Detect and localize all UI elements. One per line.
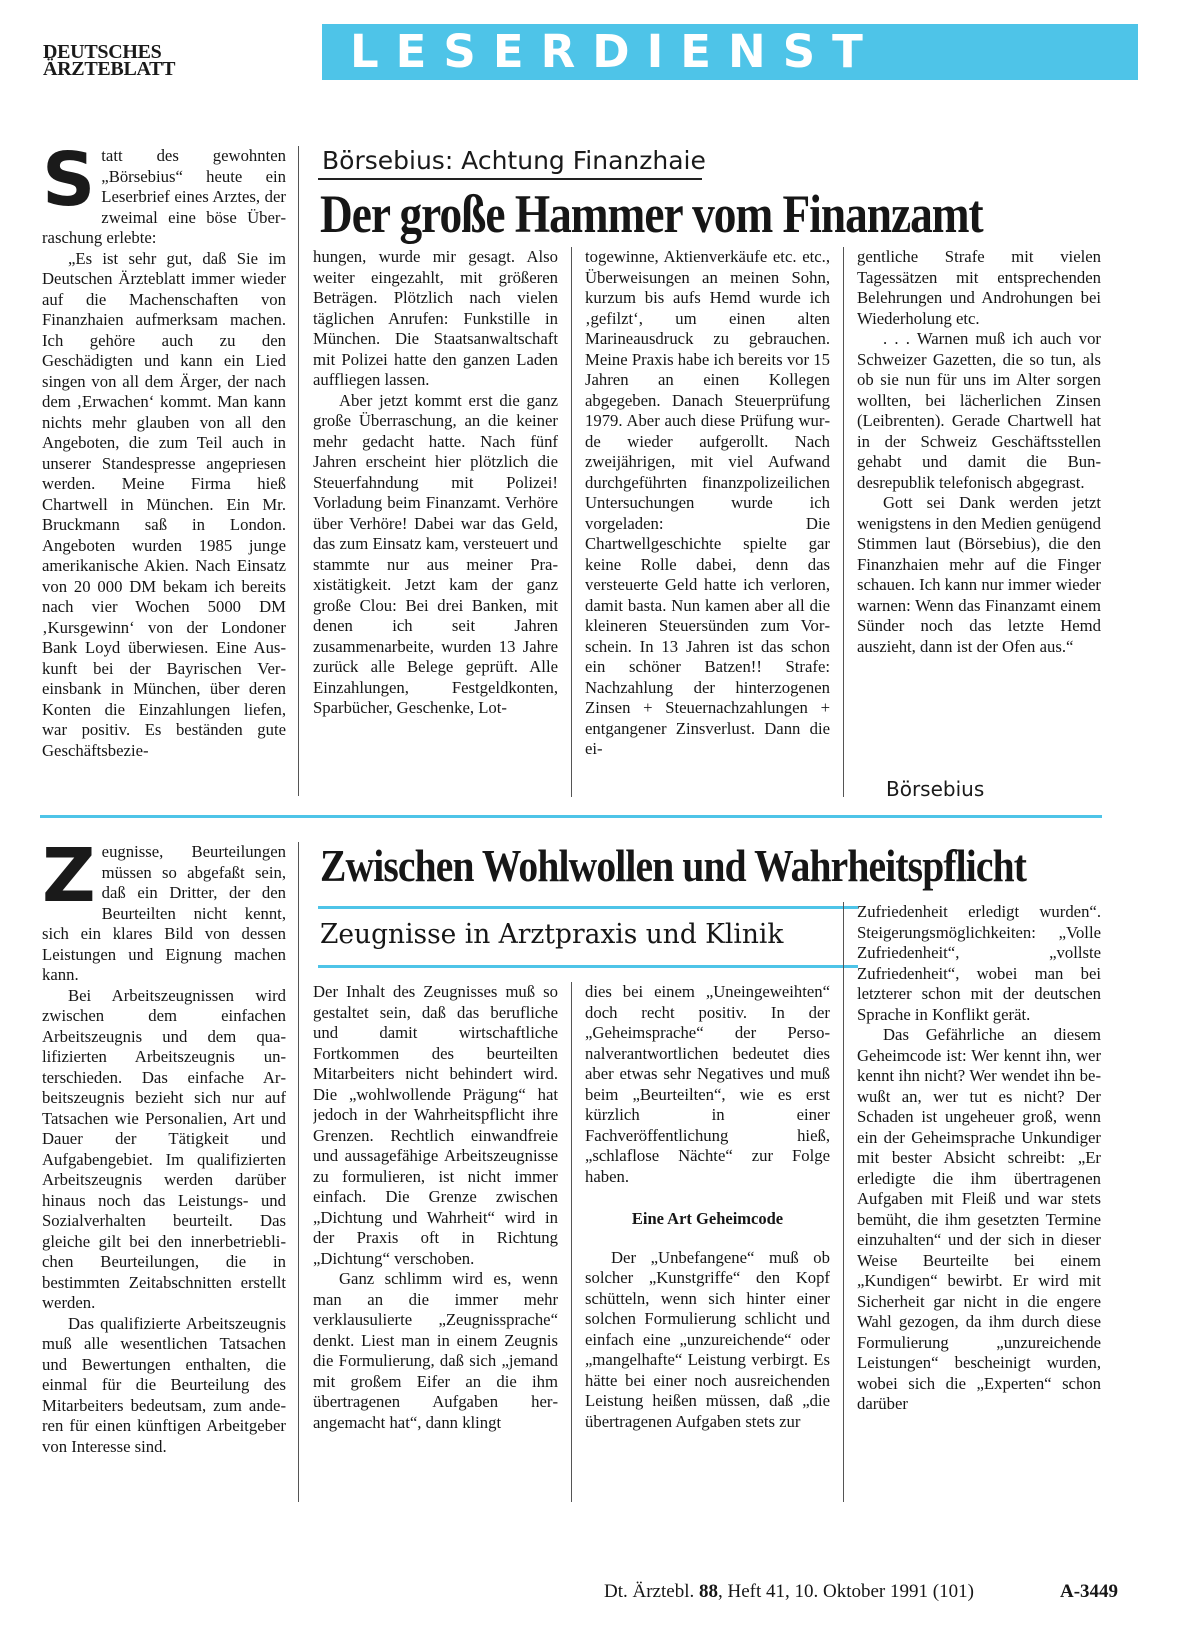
paragraph: Bei Arbeitszeugnissen wird zwischen dem einfachen Arbeitszeugnis und dem qualifizierten Arbeitszeugnis unterschieden. Das einfache Arbeitszeugnis bezieht sich nur auf Tatsachen wie Personalien, Art und Dauer der Tätigkeit und Aufgabengebiet. Im qualifizierten Arbeitszeugnis werden darüber hinaus noch das Leistungs- und Sozialverhalten beurteilt. Das gleiche gilt bei den innerbetrieblichen Beurteilungen, die in bestimmten Zeitabschnitten erstellt werden. <box>42 985 286 1312</box>
paragraph: Das qualifizierte Arbeitszeugnis muß alle wesentlichen Tatsachen und Bewertungen enthalten, die einmal für die Beurteilung des Mitarbeiters bedeutsam, zum anderen für einen künftigen Arbeitgeber von Interesse sind. <box>42 1313 286 1456</box>
article1-dropcap: S <box>42 146 96 223</box>
paragraph: hungen, wurde mir gesagt. Also weiter eingezahlt, mit größeren Beträgen. Plötzlich nach vielen täglichen Anrufen: Funkstille in München. Die Staatsanwaltschaft mit Polizei hatte den ganzen Laden auffliegen lassen. <box>313 247 558 389</box>
section-banner-label: LESERDIENST <box>350 25 880 78</box>
column-divider <box>298 146 299 796</box>
page-footer <box>604 1581 1119 1603</box>
article2-subhead: Zeugnisse in Arztpraxis und Klinik <box>320 919 784 950</box>
article2-column-2 <box>313 982 558 1502</box>
paragraph: Zufriedenheit erledigt wurden“. Steigerungsmöglichkeiten: „Volle Zufriedenheit“, „vollste Zufriedenheit“, wobei man bei letzterer schon mit der deutschen Sprache in Konflikt gerät. <box>857 902 1101 1024</box>
footer-volume: 88 <box>698 1581 718 1602</box>
paragraph: togewinne, Aktienverkäufe etc. etc., Überweisungen an meinen Sohn, kurzum bis aufs Hemd wurde ich ‚gefilzt‘, um einen alten Marineausdruck zu gebrauchen. Meine Praxis habe ich bereits vor 15 Jahren an einen Kollegen abgegeben. Danach Steuerprüfung 1979. Aber auch diese Prüfung wurde wieder aufgerollt. Nach zweijährigen, mit viel Aufwand durchgeführten finanzpolizeilichen Untersuchungen wurde ich vorgeladen: Die Chartwellgeschichte spielte gar keine Rolle dabei, denn das versteuerte Geld hatte ich verloren, damit basta. Nun kamen aber all die kleineren Steuersünden zum Vorschein. In 13 Jahren ist das schon ein schöner Batzen!! Strafe: Nachzahlung der hinterzogenen Zinsen + Steuernachzahlungen + entgangener Zinsverlust. Dann die ei- <box>585 247 830 758</box>
paragraph: „Es ist sehr gut, daß Sie im Deutschen Ärzteblatt immer wieder auf die Machenschaften von Finanzhaien aufmerksam machen. Ich gehöre auch zu den Geschädigten und kann ein Lied singen von all dem Ärger, der nach dem ‚Erwachen‘ kommt. Man kann nichts mehr glauben von all den Angeboten, die zum Teil auch in unserer Standespresse angepriesen werden. Meine Firma hieß Chartwell in München. Ein Mr. Bruckmann saß in London. Angeboten wurden 1985 junge amerikanische Akien. Nach Einsatz von 20 000 DM bekam ich bereits nach vier Wochen 5000 DM ‚Kursgewinn‘ von der Londoner Bank Loyd überwiesen. Eine Auskunft bei der Bayrischen Vereinsbank in München, über deren Konten die Einzahlungen liefen, war positiv. Es beständen gute Geschäftsbezie- <box>42 248 286 760</box>
article-separator <box>40 815 1102 818</box>
article1-headline: Der große Hammer vom Finanzamt <box>320 184 983 244</box>
paragraph: Ganz schlimm wird es, wenn man an die immer mehr verklausulierte „Zeugnissprache“ denkt. Liest man in einem Zeugnis die Formulierung, daß sich „jemand mit großem Eifer an die ihm übertragenen Aufgaben herangemacht hat“, dann klingt <box>313 1269 558 1432</box>
article2-interheading: Eine Art Geheimcode <box>631 1209 784 1228</box>
paragraph: eugnisse, Beurteilungen müssen so abgefaßt sein, daß ein Dritter, der den Beurteilten nicht kennt, sich ein klares Bild von dessen Leistungen und Eignung machen kann. <box>42 842 286 984</box>
footer-issue: , Heft 41, 10. Oktober 1991 (101) <box>717 1581 974 1602</box>
column-divider <box>843 247 844 797</box>
column-divider <box>298 842 299 1502</box>
article1-signature: Börsebius <box>886 777 985 801</box>
paragraph: Der „Unbefangene“ muß ob solcher „Kunstgriffe“ den Kopf schütteln, wenn sich hinter einer solchen Formulierung schlicht und einfach eine „unzureichende“ oder „mangelhafte“ Leistung verbirgt. Es hätte bei einer noch ausreichenden Leistung heißen müssen, daß „die übertragenen Aufgaben stets zur <box>585 1247 830 1431</box>
article1-column-1 <box>42 146 286 796</box>
article2-subhead-box <box>318 906 858 968</box>
column-divider <box>571 982 572 1502</box>
paragraph: Der Inhalt des Zeugnisses muß so gestaltet sein, daß das berufliche und damit wirtschaftliche Fortkommen des beurteilten Mitarbeiters nicht behindert wird. Die „wohlwollende Prägung“ hat jedoch in der Wahrheitspflicht ihre Grenzen. Rechtlich einwandfreie und aussagefähige Arbeitszeugnisse zu formulieren, ist nicht immer einfach. Die Grenze zwischen „Dichtung und Wahrheit“ wird in der Praxis oft in Richtung „Dichtung“ verschoben. <box>313 982 558 1268</box>
kicker-underline <box>318 178 702 180</box>
masthead-logo <box>43 41 213 80</box>
article2-dropcap: Z <box>42 842 96 919</box>
article1-column-4 <box>857 247 1101 767</box>
section-banner <box>322 24 1138 80</box>
masthead-line1: DEUTSCHES <box>43 41 162 63</box>
article1-column-2 <box>313 247 558 797</box>
paragraph: gentliche Strafe mit vielen Tagessätzen mit entsprechenden Belehrungen und Androhungen bei Wiederholung etc. <box>857 247 1101 328</box>
paragraph: tatt des gewohnten „Börsebius“ heute ein Leserbrief eines Arztes, der zweimal eine böse Überraschung erlebte: <box>42 146 286 247</box>
paragraph: Gott sei Dank werden jetzt wenigstens in den Medien genügend Stimmen laut (Börsebius), die den Finanzhaien mehr auf die Finger schauen. Ich kann nur immer wieder warnen: Wenn das Finanzamt einem Sünder noch das letzte Hemd auszieht, dann ist der Ofen aus.“ <box>857 493 1101 656</box>
footer-page-number: A-3449 <box>1060 1581 1119 1602</box>
column-divider <box>571 247 572 797</box>
article1-kicker: Börsebius: Achtung Finanzhaie <box>322 146 706 175</box>
article2-headline: Zwischen Wohlwollen und Wahrheitspflicht <box>320 840 1027 891</box>
article2-column-1 <box>42 842 286 1502</box>
paragraph: Aber jetzt kommt erst die ganz große Überraschung, an die keiner mehr gedacht hatte. Nach fünf Jahren erscheint hier plötzlich die Steuerfahndung mit Polizei! Vorladung beim Finanzamt. Verhöre über Verhöre! Dabei war das Geld, das zum Einsatz kam, versteuert und stammte nur aus meiner Praxistätigkeit. Jetzt kam der ganz große Clou: Bei drei Banken, mit denen ich seit Jahren zusammenarbeite, wurden 13 Jahre zurück alle Belege geprüft. Alle Einzahlungen, Festgeldkonten, Sparbücher, Geschenke, Lot- <box>313 390 558 717</box>
article2-column-4 <box>857 902 1101 1502</box>
paragraph: dies bei einem „Uneingeweihten“ doch recht positiv. In der „Geheimsprache“ der Personalverantwortlichen bedeutet dies aber etwas sehr Negatives und muß beim „Beurteilten“, wie es erst kürzlich in einer Fachveröffentlichung hieß, „schlaflose Nächte“ zur Folge haben. <box>585 982 830 1186</box>
article2-column-3 <box>585 982 830 1502</box>
column-divider <box>843 902 844 1502</box>
footer-journal: Dt. Ärztebl. <box>604 1581 695 1602</box>
paragraph: Das Gefährliche an diesem Geheimcode ist: Wer kennt ihn, wer kennt ihn nicht? Wer wendet ihn bewußt an, wer tut es nicht? Der Schaden ist ungeheuer groß, wenn ein der Geheimsprache Unkundiger mit bester Absicht schreibt: „Er erledigte die ihm übertragenen Aufgaben mit Fleiß und war stets bemüht, die ihm gesetzten Termine einzuhalten“ und der sich in dieser Weise Beurteilte bei einem „Kundigen“ bewirbt. Er wird mit Sicherheit gar nicht in die engere Wahl gezogen, da ihm durch diese Formulierung „unzureichende Leistungen“ bescheinigt wurden, wobei sich die „Experten“ schon darüber <box>857 1025 1101 1413</box>
masthead-line2: ÄRZTEBLATT <box>43 58 176 80</box>
article1-column-3 <box>585 247 830 797</box>
paragraph: . . . Warnen muß ich auch vor Schweizer Gazetten, die so tun, als ob sie nun für uns im Alter sorgen wollten, bei lächerlichen Zinsen (Leibrenten). Gerade Chartwell hat in der Schweiz Geschäftsstellen gehabt und damit die Bundesrepublik telefonisch abgegrast. <box>857 329 1101 492</box>
